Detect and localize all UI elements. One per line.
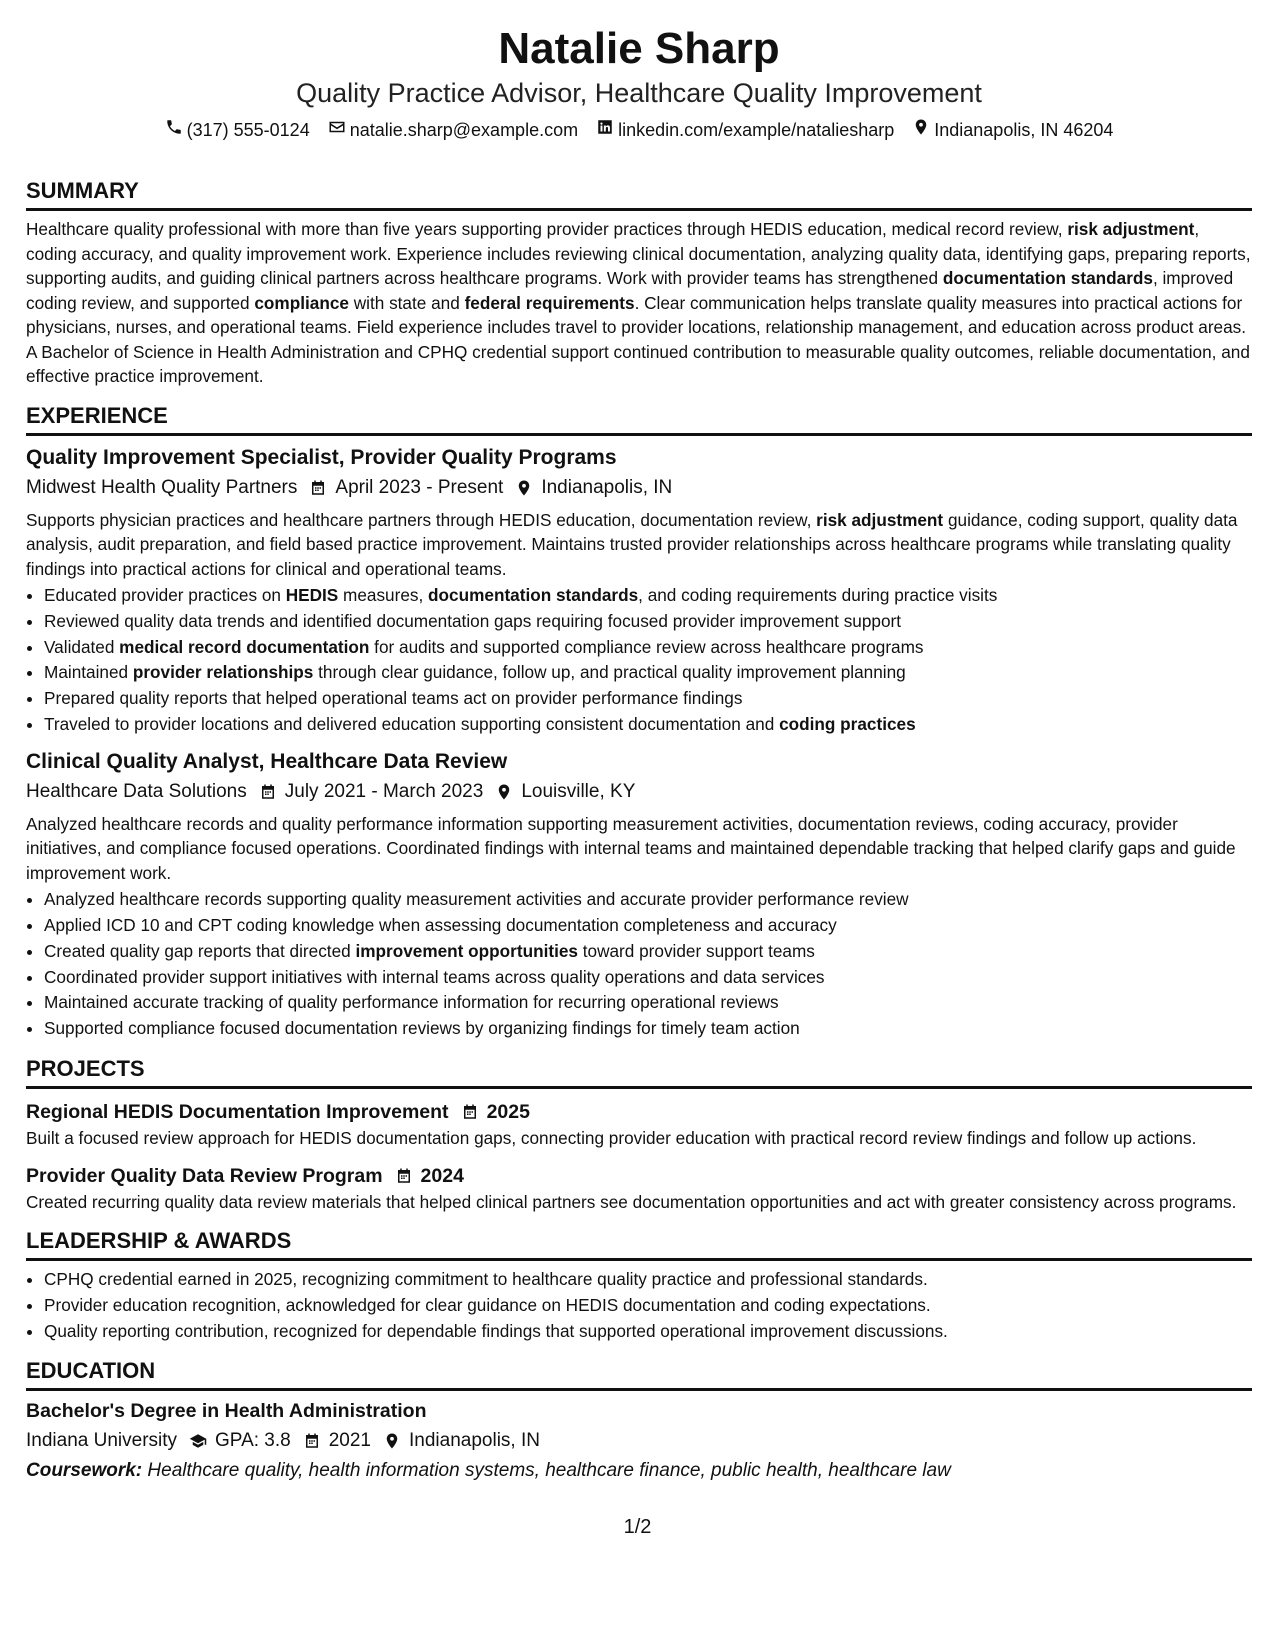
bold-text: compliance [254,292,349,313]
bold-text: coding practices [779,713,916,734]
summary-section [26,178,1252,389]
text-run: Coordinated provider support initiatives with internal teams across quality operations and data services [44,966,825,987]
project-title-row [26,1163,1252,1189]
coursework [26,1457,1252,1485]
job-title: Clinical Quality Analyst, Healthcare Data Review [26,749,508,773]
project-year: 2024 [420,1164,464,1187]
job-dates: April 2023 - Present [335,476,504,498]
job-bullet [44,990,1252,1016]
text-run: Applied ICD 10 and CPT coding knowledge when assessing documentation completeness and accuracy [44,915,837,936]
page-number: 1/2 [623,1516,652,1538]
job-title: Quality Improvement Specialist, Provider Quality Programs [26,445,617,469]
text-run: Analyzed healthcare records and quality performance information supporting measurement activities, documentation reviews, coding accuracy, provider initiatives, and compliance focused operations. Coordinated findings with internal teams and maintained dependable tracking that helped clarify gaps and guide improvement work. [26,813,1236,883]
job-bullet [44,887,1252,913]
text-run: , improved coding review, and supported [26,268,1234,313]
bold-text: provider relationships [132,662,314,683]
text-run: , and coding requirements during practice visits [638,585,998,605]
job-bullet [44,609,1252,635]
location-text: Indianapolis, IN 46204 [934,120,1114,140]
project-entry [26,1163,1252,1215]
job-bullets [26,887,1252,1042]
job-meta [26,474,1252,502]
bold-text: risk adjustment [1067,219,1195,239]
project-description: Created recurring quality data review materials that helped clinical partners see documentation opportunities and act with greater consistency across programs. [26,1191,1237,1212]
contact-email[interactable] [328,118,578,142]
leadership-section [26,1228,1252,1344]
job-location: Louisville, KY [521,780,636,802]
calendar-icon [395,1167,413,1185]
job-entry [26,748,1252,1042]
job-entry [26,444,1252,738]
project-year: 2025 [486,1101,530,1124]
job-bullet [44,712,1252,738]
job-description [26,508,1252,582]
bold-text: documentation standards [428,585,639,605]
location-pin-icon [383,1432,401,1450]
text-run: through clear guidance, follow up, and practical quality improvement planning [313,662,906,683]
job-dates: July 2021 - March 2023 [284,780,484,802]
resume-header [26,22,1252,142]
candidate-name: Natalie Sharp [498,24,780,73]
education-section [26,1358,1252,1485]
job-location: Indianapolis, IN [541,476,673,498]
section-heading: EDUCATION [26,1358,1252,1391]
text-run: guidance, coding support, quality data analysis, audit preparation, and field based practice improvement. Maintains trusted provider relationships across healthcare programs while translating quality findings into practical actions for clinical and operational teams. [26,509,1238,579]
text-run: Prepared quality reports that helped operational teams act on provider performance findings [44,688,743,709]
location-pin-icon [495,783,513,801]
email-text: natalie.sharp@example.com [349,120,579,140]
job-bullet [44,583,1252,609]
gpa: GPA: 3.8 [215,1430,291,1452]
text-run: Educated provider practices on [44,585,286,605]
degree-title: Bachelor's Degree in Health Administration [26,1400,427,1423]
projects-section [26,1056,1252,1214]
calendar-icon [303,1432,321,1450]
text-run: Supported compliance focused documentation reviews by organizing findings for timely team action [44,1018,800,1039]
location-pin-icon [912,118,930,142]
job-bullet [44,1016,1252,1042]
phone-text: (317) 555-0124 [186,120,310,140]
text-run: Maintained accurate tracking of quality performance information for recurring operational reviews [44,992,779,1013]
project-title: Provider Quality Data Review Program [26,1164,383,1187]
graduation-year: 2021 [328,1430,371,1452]
section-heading: EXPERIENCE [26,403,1252,436]
job-bullet [44,965,1252,991]
text-run: Created quality gap reports that directed [44,940,356,961]
section-heading: LEADERSHIP & AWARDS [26,1228,1252,1261]
job-bullets [26,583,1252,738]
job-description [26,812,1252,886]
contact-row [26,118,1252,142]
linkedin-text: linkedin.com/example/nataliesharp [618,120,895,140]
contact-phone[interactable] [165,118,310,142]
coursework-label: Coursework: [26,1460,143,1482]
text-run: . Clear communication helps translate quality measures into practical actions for physicians, nurses, and operational teams. Field experience includes travel to provider locations, relationship management, and education across product areas. A Bachelor of Science in Health Administration and CPHQ credential support continued contribution to measurable quality outcomes, reliable documentation, and effective practice improvement. [26,292,1250,386]
coursework-text: Healthcare quality, health information systems, healthcare finance, public health, healthcare law [147,1460,951,1482]
experience-section [26,403,1252,1043]
phone-icon [165,118,183,142]
education-meta [26,1427,1252,1455]
bold-text: documentation standards [942,268,1153,288]
text-run: toward provider support teams [577,940,815,961]
resume-page [26,22,1252,1485]
summary-text [26,217,1252,389]
project-title-row [26,1099,1252,1125]
job-bullet [44,939,1252,965]
job-bullet [44,913,1252,939]
bold-text: HEDIS [285,585,339,605]
awards-list [26,1267,1252,1344]
text-run: measures, [338,585,429,605]
linkedin-icon [596,118,614,142]
text-run: Reviewed quality data trends and identified documentation gaps requiring focused provider improvement support [44,610,902,631]
bold-text: medical record documentation [119,636,370,657]
project-title: Regional HEDIS Documentation Improvement [26,1101,449,1124]
company-name: Healthcare Data Solutions [26,780,247,802]
text-run: Analyzed healthcare records supporting quality measurement activities and accurate provider performance review [44,889,909,910]
calendar-icon [259,783,277,801]
section-heading: SUMMARY [26,178,1252,211]
award-item: • Provider education recognition, acknowledged for clear guidance on HEDIS documentation and coding expectations. [44,1293,1252,1319]
award-item: • Quality reporting contribution, recognized for dependable findings that supported operational improvement discussions. [44,1319,1252,1345]
graduation-cap-icon [189,1432,207,1450]
bold-text: federal requirements [464,292,635,313]
text-run: with state and [348,292,465,313]
school-name: Indiana University [26,1430,178,1452]
text-run: Supports physician practices and healthcare partners through HEDIS education, documentation review, [26,509,817,530]
section-heading: PROJECTS [26,1056,1252,1089]
text-run: Validated [44,636,120,657]
company-name: Midwest Health Quality Partners [26,476,298,498]
project-entry [26,1099,1252,1151]
location-pin-icon [515,479,533,497]
text-run: Traveled to provider locations and delivered education supporting consistent documentation and [44,713,780,734]
job-bullet [44,660,1252,686]
candidate-title: Quality Practice Advisor, Healthcare Quality Improvement [296,78,982,108]
job-meta [26,778,1252,806]
bold-text: risk adjustment [816,509,944,530]
text-run: Maintained [44,662,133,683]
job-bullet [44,635,1252,661]
contact-location [912,118,1113,142]
contact-linkedin[interactable] [596,118,894,142]
calendar-icon [309,479,327,497]
calendar-icon [461,1103,479,1121]
text-run: , coding accuracy, and quality improvement work. Experience includes reviewing clinical documentation, analyzing quality data, identifying gaps, preparing reports, supporting audits, and guiding clinical partners across healthcare programs. Work with provider teams has strengthened [26,219,1251,288]
envelope-icon [328,118,346,142]
job-bullet [44,686,1252,712]
text-run: Healthcare quality professional with more than five years supporting provider practices through HEDIS education, medical record review, [26,219,1068,239]
project-description: Built a focused review approach for HEDIS documentation gaps, connecting provider education with practical record review findings and follow up actions. [26,1128,1197,1149]
award-item: • CPHQ credential earned in 2025, recognizing commitment to healthcare quality practice and professional standards. [44,1267,1252,1293]
text-run: for audits and supported compliance review across healthcare programs [369,636,924,657]
bold-text: improvement opportunities [355,940,578,961]
education-location: Indianapolis, IN [409,1430,540,1452]
